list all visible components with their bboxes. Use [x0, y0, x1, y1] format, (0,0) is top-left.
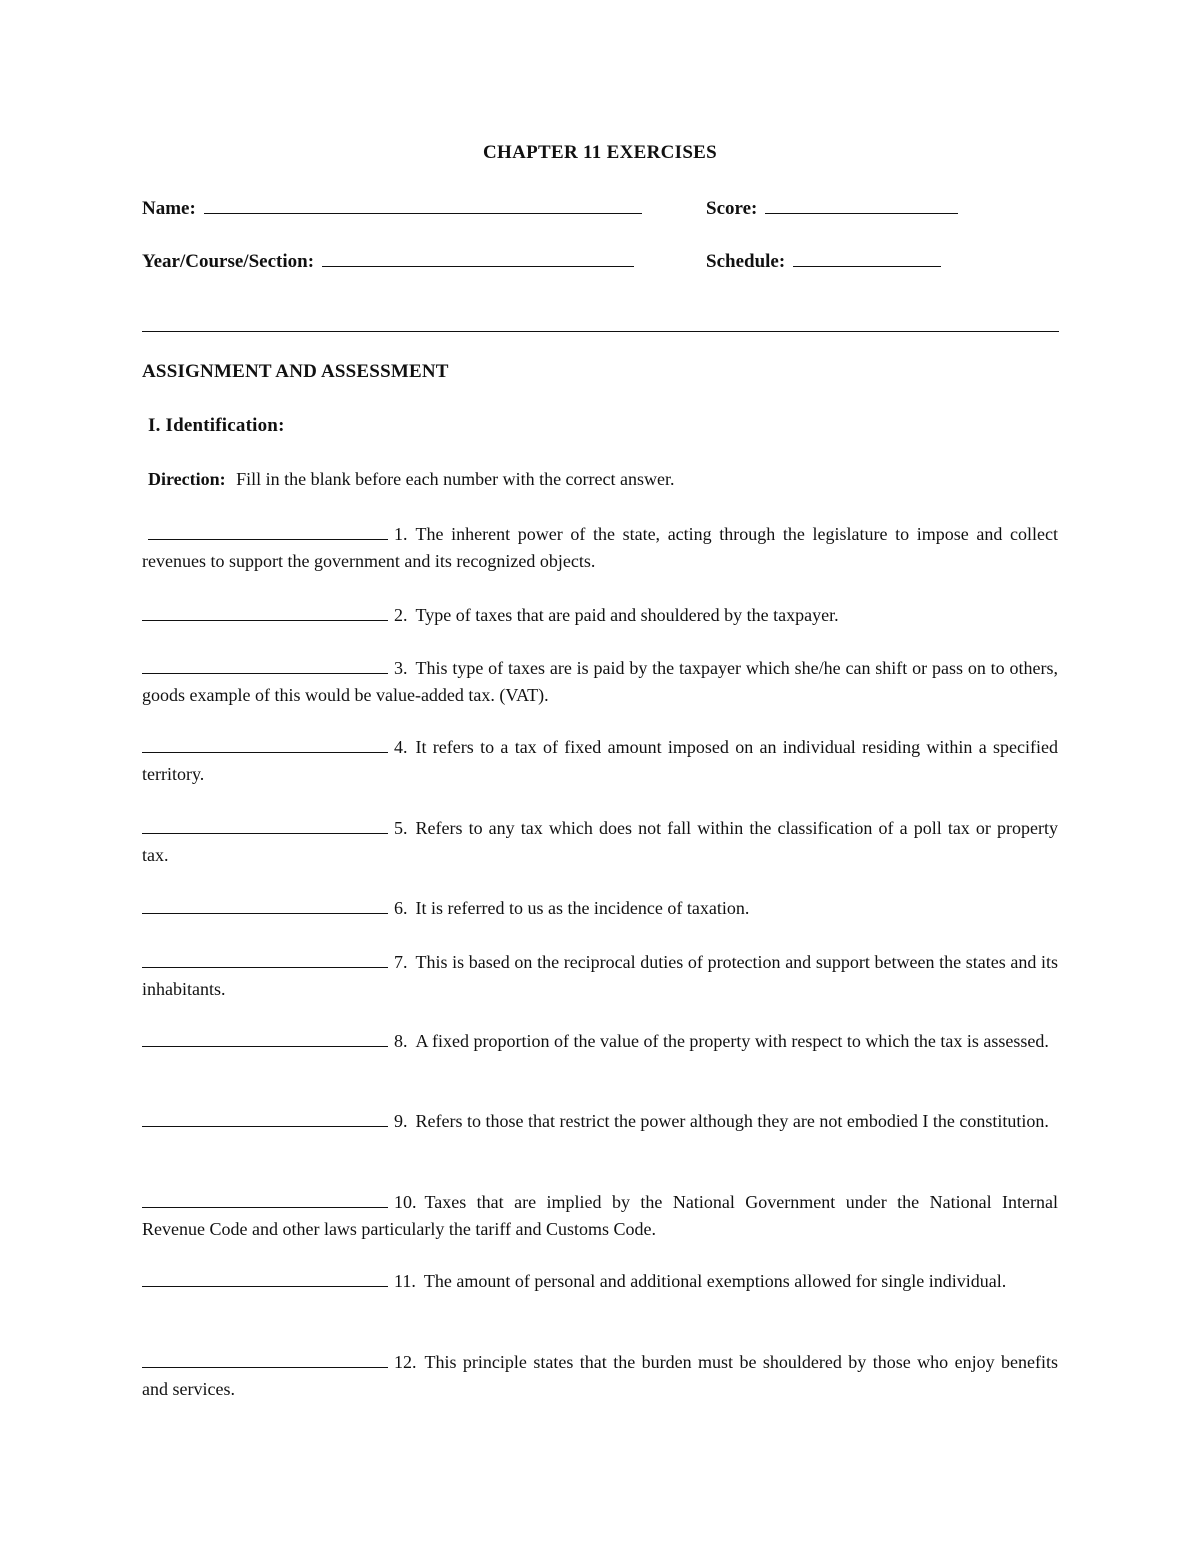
item-number: 3. [394, 658, 408, 678]
item-text: The amount of personal and additional exemptions allowed for single individual. [423, 1271, 1007, 1291]
direction-label: Direction: [148, 469, 226, 489]
answer-blank[interactable] [142, 1111, 388, 1127]
score-field [706, 197, 958, 220]
list-item [142, 895, 1058, 922]
item-number: 9. [394, 1111, 408, 1131]
item-text: Type of taxes that are paid and shouldered by the taxpayer. [415, 605, 839, 625]
item-text: It refers to a tax of fixed amount imposed on an individual residing within a specified territory. [142, 737, 1058, 784]
item-number: 5. [394, 818, 408, 838]
item-text: The inherent power of the state, acting through the legislature to impose and collect revenues to support the government and its recognized objects. [142, 524, 1058, 571]
list-item [142, 1028, 1058, 1055]
item-number: 10. [394, 1192, 417, 1212]
answer-blank[interactable] [142, 1271, 388, 1287]
item-number: 11. [394, 1271, 416, 1291]
answer-blank[interactable] [142, 1031, 388, 1047]
item-text: Taxes that are implied by the National Government under the National Internal Revenue Code and other laws particularly the tariff and Customs Code. [142, 1192, 1058, 1239]
item-text: A fixed proportion of the value of the property with respect to which the tax is assessed. [415, 1031, 1049, 1051]
item-number: 2. [394, 605, 408, 625]
item-text: This principle states that the burden must be shouldered by those who enjoy benefits and services. [142, 1352, 1058, 1399]
list-item [142, 949, 1058, 1002]
direction-text: Fill in the blank before each number with the correct answer. [236, 469, 675, 489]
item-number: 6. [394, 898, 408, 918]
schedule-blank[interactable] [793, 250, 941, 267]
item-text: This type of taxes are is paid by the taxpayer which she/he can shift or pass on to others, goods example of this would be value-added tax. (VAT). [142, 658, 1058, 705]
item-number: 8. [394, 1031, 408, 1051]
name-label: Name: [142, 198, 196, 219]
score-label: Score: [706, 198, 758, 219]
score-blank[interactable] [765, 197, 958, 214]
list-item [142, 1189, 1058, 1242]
list-item [142, 602, 1058, 629]
answer-blank[interactable] [148, 524, 388, 540]
part-title: I. Identification: [148, 415, 285, 436]
direction [148, 469, 675, 490]
answer-blank[interactable] [142, 898, 388, 914]
item-text: It is referred to us as the incidence of taxation. [415, 898, 750, 918]
name-blank[interactable] [204, 197, 642, 214]
answer-blank[interactable] [142, 1192, 388, 1208]
ycs-field [142, 250, 634, 273]
page-title: CHAPTER 11 EXERCISES [482, 142, 718, 163]
answer-blank[interactable] [142, 737, 388, 753]
divider [142, 331, 1059, 332]
item-number: 7. [394, 952, 408, 972]
answer-blank[interactable] [142, 818, 388, 834]
item-text: This is based on the reciprocal duties of protection and support between the states and its inhabitants. [142, 952, 1058, 999]
section-title: ASSIGNMENT AND ASSESSMENT [142, 361, 449, 382]
schedule-field [706, 250, 941, 273]
answer-blank[interactable] [142, 605, 388, 621]
list-item [142, 815, 1058, 868]
item-text: Refers to those that restrict the power although they are not embodied I the constitution. [415, 1111, 1049, 1131]
answer-blank[interactable] [142, 658, 388, 674]
ycs-label: Year/Course/Section: [142, 251, 315, 272]
schedule-label: Schedule: [706, 251, 786, 272]
answer-blank[interactable] [142, 1352, 388, 1368]
item-number: 4. [394, 737, 408, 757]
list-item [142, 1349, 1058, 1402]
item-number: 1. [394, 524, 408, 544]
item-number: 12. [394, 1352, 417, 1372]
list-item [142, 521, 1058, 574]
list-item [142, 734, 1058, 787]
item-text: Refers to any tax which does not fall within the classification of a poll tax or property tax. [142, 818, 1058, 865]
list-item [142, 655, 1058, 708]
name-field [142, 197, 642, 220]
list-item [142, 1108, 1058, 1135]
ycs-blank[interactable] [322, 250, 634, 267]
list-item [142, 1268, 1058, 1295]
answer-blank[interactable] [142, 952, 388, 968]
